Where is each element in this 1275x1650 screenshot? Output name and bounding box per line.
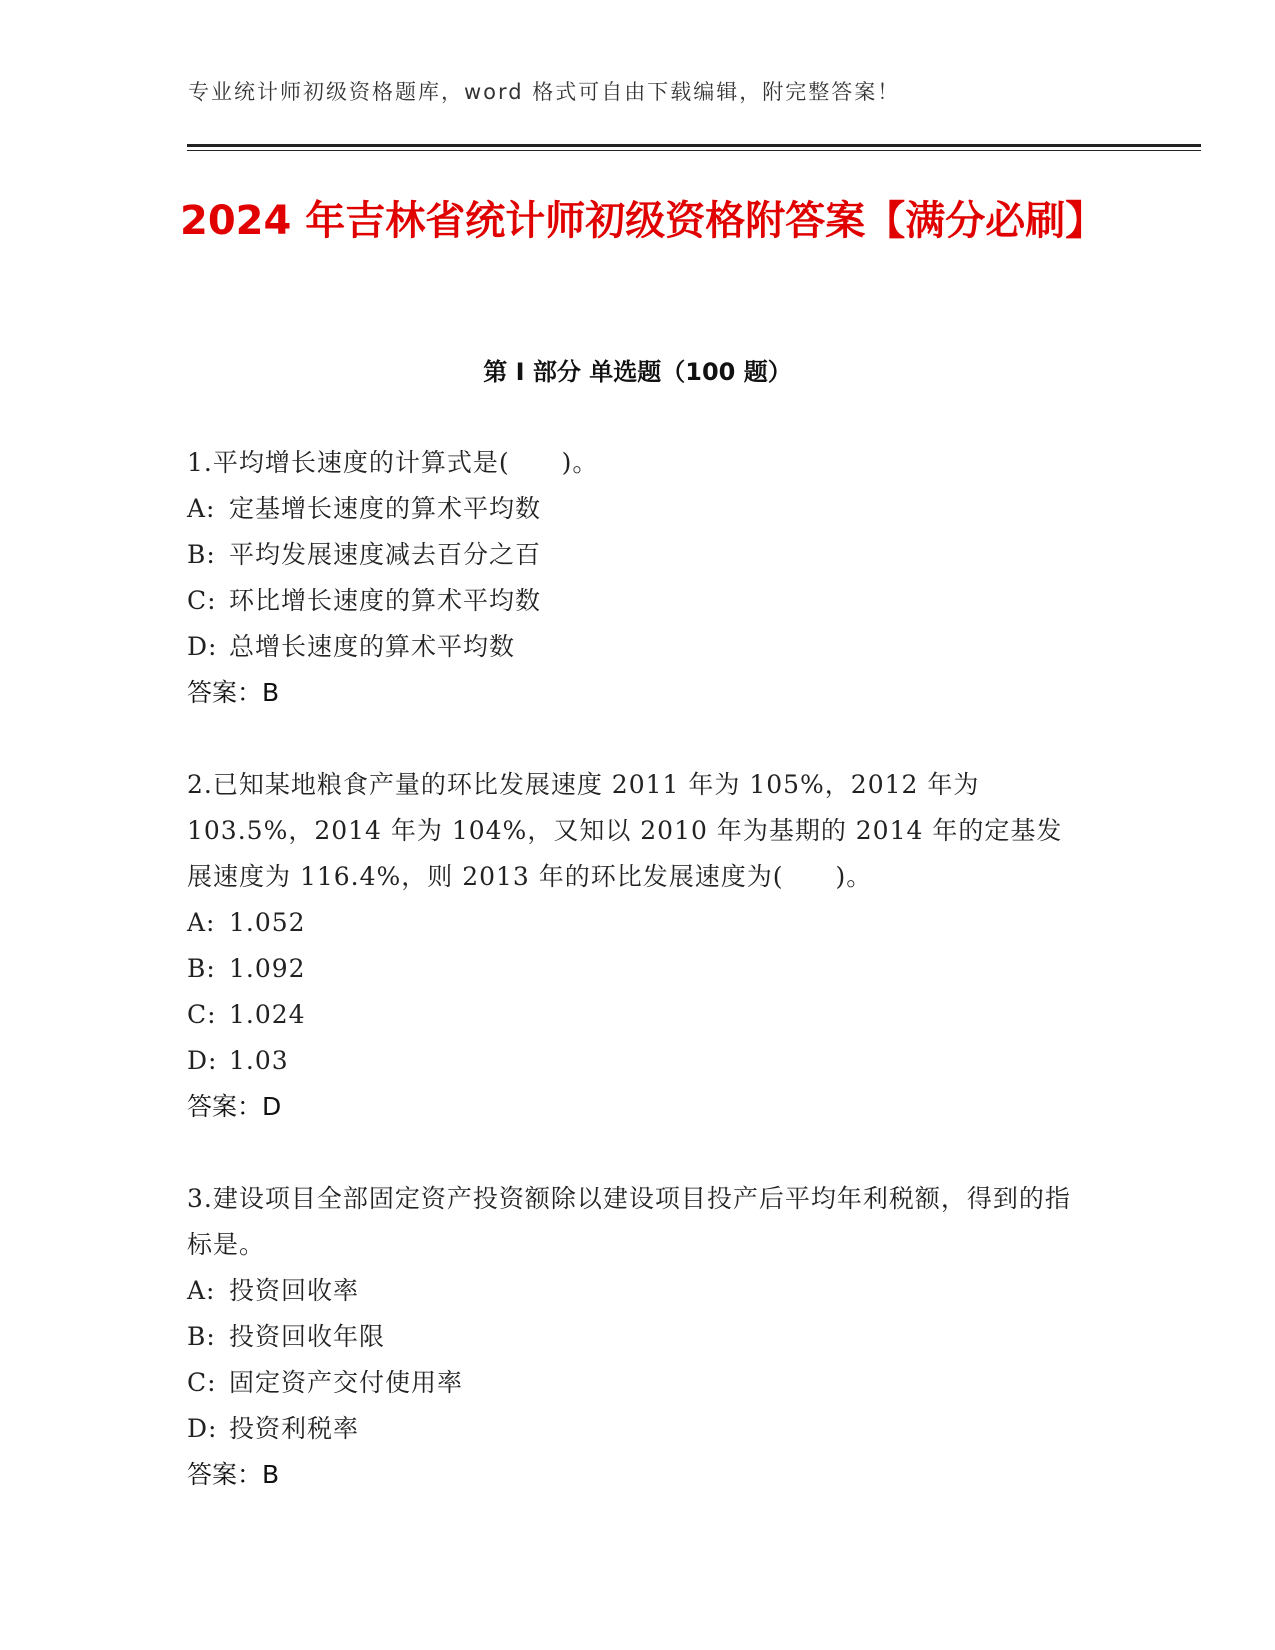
option-d (187, 1406, 1087, 1452)
option-d (187, 1038, 1087, 1084)
section-title: 第 I 部分 单选题（100 题） (483, 358, 792, 386)
question-2 (187, 762, 1087, 1130)
option-text: 定基增长速度的算术平均数 (229, 494, 542, 523)
option-text: 1.03 (229, 1046, 289, 1075)
header-note: 专业统计师初级资格题库，word 格式可自由下载编辑，附完整答案！ (188, 80, 901, 104)
option-c (187, 992, 1087, 1038)
option-text: 1.052 (229, 908, 306, 937)
option-text: 环比增长速度的算术平均数 (229, 586, 542, 615)
option-label: B: (187, 1322, 216, 1351)
question-stem: 1.平均增长速度的计算式是( )。 (187, 448, 599, 477)
option-label: D: (187, 632, 218, 661)
option-b (187, 532, 1087, 578)
answer: 答案：D (187, 1092, 282, 1121)
option-text: 投资利税率 (229, 1414, 360, 1443)
option-label: B: (187, 540, 216, 569)
answer: 答案：B (187, 678, 280, 707)
header-rule-thick (187, 144, 1201, 147)
option-text: 平均发展速度减去百分之百 (229, 540, 542, 569)
option-a (187, 900, 1087, 946)
option-text: 总增长速度的算术平均数 (229, 632, 516, 661)
option-text: 投资回收年限 (229, 1322, 386, 1351)
option-label: B: (187, 954, 216, 983)
question-stem: 2.已知某地粮食产量的环比发展速度 2011 年为 105%，2012 年为 103.5%，2014 年为 104%，又知以 2010 年为基期的 2014 年的定基发展速度为 116.4%，则 2013 年的环比发展速度为( )。 (187, 770, 1063, 891)
option-b (187, 1314, 1087, 1360)
option-label: C: (187, 1368, 217, 1397)
option-text: 固定资产交付使用率 (229, 1368, 464, 1397)
option-label: C: (187, 1000, 217, 1029)
option-c (187, 578, 1087, 624)
answer: 答案：B (187, 1460, 280, 1489)
option-label: A: (187, 494, 216, 523)
question-1 (187, 440, 1087, 716)
option-c (187, 1360, 1087, 1406)
option-label: A: (187, 908, 216, 937)
option-text: 1.092 (229, 954, 306, 983)
option-label: C: (187, 586, 217, 615)
option-a (187, 1268, 1087, 1314)
option-label: A: (187, 1276, 216, 1305)
option-b (187, 946, 1087, 992)
option-label: D: (187, 1414, 218, 1443)
document-title: 2024 年吉林省统计师初级资格附答案【满分必刷】 (180, 198, 1106, 244)
question-list (187, 440, 1087, 1544)
option-label: D: (187, 1046, 218, 1075)
question-stem: 3.建设项目全部固定资产投资额除以建设项目投产后平均年利税额，得到的指标是。 (187, 1184, 1071, 1259)
option-a (187, 486, 1087, 532)
question-3 (187, 1176, 1087, 1498)
option-text: 1.024 (229, 1000, 306, 1029)
option-text: 投资回收率 (229, 1276, 360, 1305)
option-d (187, 624, 1087, 670)
header-rule-thin (187, 150, 1201, 151)
